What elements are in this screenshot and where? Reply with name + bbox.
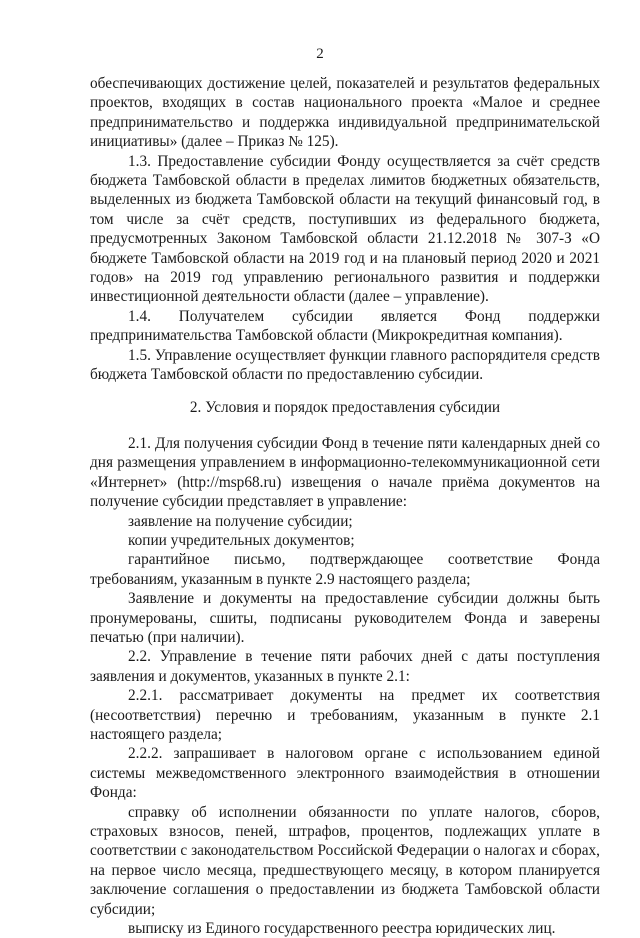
paragraph-2-1: 2.1. Для получения субсидии Фонд в течение пяти календарных дней со дня размещения управлением в информационно-телекоммуникационной сети «Интернет» (http://msp68.ru) извещения о начале приёма документов на получение субсидии представляет в управление: (90, 434, 600, 511)
page-number: 2 (316, 46, 324, 62)
list-item-registry-extract: выписку из Единого государственного реестра юридических лиц. (128, 920, 556, 938)
list-item-application: заявление на получение субсидии; (128, 512, 353, 530)
list-item-guarantee-letter: гарантийное письмо, подтверждающее соответствие Фонда требованиям, указанным в пункте 2.9 настоящего раздела; (90, 551, 600, 588)
paragraph-2-2-2: 2.2.2. запрашивает в налоговом органе с использованием единой системы межведомственного электронного взаимодействия в отношении Фонда: (90, 745, 600, 802)
paragraph-1-4: 1.4. Получателем субсидии является Фонд поддержки предпринимательства Тамбовской области (Микрокредитная компания). (90, 307, 600, 345)
section-2-heading: 2. Условия и порядок предоставления субсидии (189, 398, 501, 416)
paragraph-documents-requirements: Заявление и документы на предоставление субсидии должны быть пронумерованы, сшиты, подписаны руководителем Фонда и заверены печатью (при наличии). (90, 590, 600, 646)
paragraph-2-2: 2.2. Управление в течение пяти рабочих дней с даты поступления заявления и документов, указанных в пункте 2.1: (90, 648, 600, 685)
list-item-tax-certificate: справку об исполнении обязанности по уплате налогов, сборов, страховых взносов, пеней, штрафов, процентов, подлежащих уплате в соответствии с законодательством Российской Федерации о налогах и сборах, на первое число месяца, предшествующего месяцу, в котором планируется заключение соглашения о предоставлении из бюджета Тамбовской области субсидии; (90, 803, 600, 918)
paragraph-intro-continuation: обеспечивающих достижение целей, показателей и результатов федеральных проектов, входящих в состав национального проекта «Малое и среднее предпринимательство и поддержка индивидуальной предпринимательской инициативы» (далее – Приказ № 125). (90, 75, 600, 151)
paragraph-1-5: 1.5. Управление осуществляет функции главного распорядителя средств бюджета Тамбовской области по предоставлению субсидии. (90, 346, 600, 384)
paragraph-2-2-1: 2.2.1. рассматривает документы на предмет их соответствия (несоответствия) перечню и требованиям, указанным в пункте 2.1 настоящего раздела; (90, 687, 600, 743)
paragraph-1-3: 1.3. Предоставление субсидии Фонду осуществляется за счёт средств бюджета Тамбовской области в пределах лимитов бюджетных обязательств, выделенных из бюджета Тамбовской области на текущий финансовый год, в том числе за счёт средств, поступивших из федерального бюджета, предусмотренных Законом Тамбовской области 21.12.2018 № 307-З «О бюджете Тамбовской области на 2019 год и на плановый период 2020 и 2021 годов» на 2019 год управлению регионального развития и поддержки инвестиционной деятельности области (далее – управление). (90, 152, 600, 306)
document-body (90, 74, 600, 938)
list-item-founding-documents: копии учредительных документов; (128, 531, 355, 549)
